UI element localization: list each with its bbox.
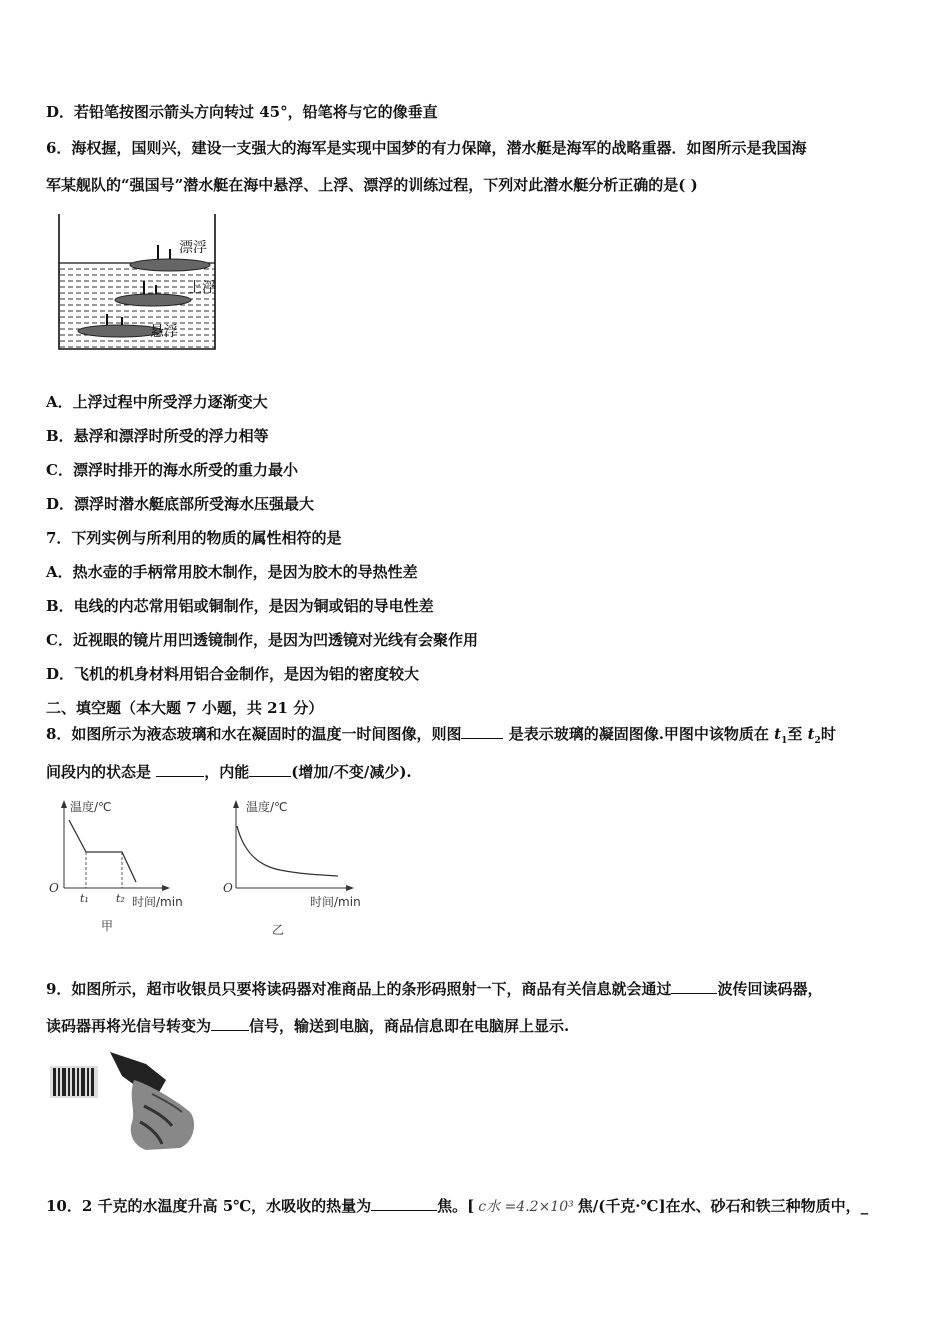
jia-origin: O [49,881,59,895]
q6-option-d: D．漂浮时潜水艇底部所受海水压强最大 [46,495,315,513]
jia-curve [69,820,136,882]
q8-text-e: ，内能 [204,763,250,781]
chart-yi [220,796,370,941]
q6-submarine-figure [52,212,227,354]
q8-t1: t [774,725,782,743]
q10-text-b: 焦。[ [437,1197,475,1215]
q6-option-a: A．上浮过程中所受浮力逐渐变大 [46,393,268,411]
q8-text-a: 8．如图所示为液态玻璃和水在凝固时的温度一时间图像，则图 [46,725,462,743]
section-title: 二、填空题（本大题 7 小题，共 21 分） [46,699,324,717]
q5-option-d: D．若铅笔按图示箭头方向转过 45°，铅笔将与它的像垂直 [46,103,438,121]
q7-stem: 7．下列实例与所利用的物质的属性相符的是 [46,529,342,547]
q8-t2-sub: 2 [814,736,821,746]
q9-text-d: 信号，输送到电脑，商品信息即在电脑屏上显示. [249,1017,570,1035]
q6-option-c: C．漂浮时排开的海水所受的重力最小 [46,461,298,479]
q9-text-b: 波传回读码器， [717,980,823,998]
q10-text-a: 10．2 千克的水温度升高 5℃，水吸收的热量为 [46,1197,372,1215]
q8-text-d: 间段内的状态是 [46,763,152,781]
q10-trailing-blank: _ [860,1197,869,1215]
q6-stem-line2: 军某舰队的“强国号”潜水艇在海中悬浮、上浮、漂浮的训练过程，下列对此潜水艇分析正确的是( ) [46,176,698,194]
q8-text-b: 是表示玻璃的凝固图像.甲图中该物质在 [508,725,769,743]
q7-option-d: D．飞机的机身材料用铝合金制作，是因为铝的密度较大 [46,665,420,683]
q8-blank-3[interactable] [249,762,291,777]
jia-xlabel: 时间/min [132,895,183,909]
barcode-icon [50,1066,98,1098]
yi-curve [237,826,338,876]
label-float: 漂浮 [179,240,207,256]
yi-xlabel: 时间/min [310,895,361,909]
q8-t2: t [807,725,815,743]
q9-text-a: 9．如图所示，超市收银员只要将读码器对准商品上的条形码照射一下，商品有关信息就会通过 [46,980,672,998]
q8-blank-1[interactable] [461,724,503,739]
label-rise: 上浮 [188,280,216,296]
jia-tick-t2: t₂ [116,892,125,905]
jia-tick-t1: t₁ [80,892,89,905]
yi-origin: O [223,881,233,895]
q7-option-c: C．近视眼的镜片用凹透镜制作，是因为凹透镜对光线有会聚作用 [46,631,478,649]
jia-caption: 甲 [101,919,114,933]
q9-barcode-scanner-photo [48,1050,200,1152]
label-suspend: 悬浮 [150,324,178,340]
q9-stem-line1 [46,979,822,999]
q9-blank-1[interactable] [671,979,717,994]
q8-blank-2[interactable] [156,762,204,777]
q7-option-b: B．电线的内芯常用铝或铜制作，是因为铜或铝的导电性差 [46,597,434,615]
q8-t1-sub: 1 [781,736,788,746]
q8-to: 至 [787,725,803,743]
q10-formula: c水 =4.2×10³ [478,1199,574,1215]
q6-option-b: B．悬浮和漂浮时所受的浮力相等 [46,427,269,445]
q7-option-a: A．热水壶的手柄常用胶木制作，是因为胶木的导热性差 [46,563,418,581]
q10-text-c: 焦/(千克·℃]在水、砂石和铁三种物质中， [577,1197,861,1215]
hand-with-scanner-icon [110,1052,194,1150]
q8-stem-line2 [46,762,412,782]
yi-caption: 乙 [272,923,285,937]
q8-text-f: (增加/不变/减少). [291,763,412,781]
q8-text-c: 时 [820,725,836,743]
chart-jia [44,796,204,941]
jia-ylabel: 温度/℃ [70,800,112,814]
q6-stem-line1: 6．海权握，国则兴，建设一支强大的海军是实现中国梦的有力保障，潜水艇是海军的战略重器．如图所示是我国海 [46,139,807,157]
q10-stem [46,1196,868,1217]
q9-stem-line2 [46,1016,569,1036]
q10-blank-1[interactable] [371,1196,437,1211]
q9-text-c: 读码器再将光信号转变为 [46,1017,212,1035]
q8-stem-line1 [46,724,836,751]
yi-ylabel: 温度/℃ [246,800,288,814]
q9-blank-2[interactable] [211,1016,249,1031]
